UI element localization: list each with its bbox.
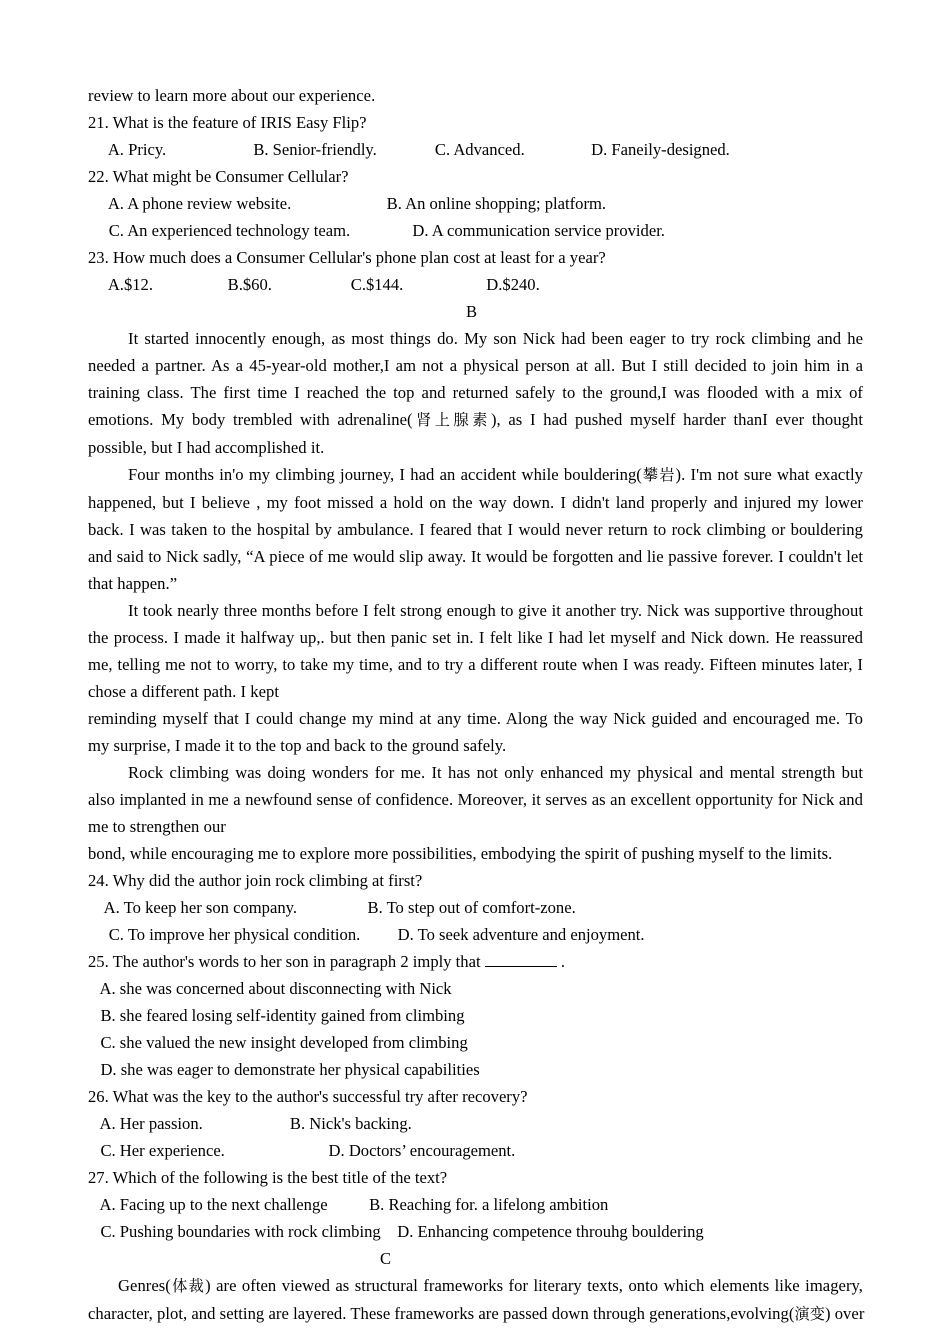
pb-p4-l4: bond, while encouraging me to explore more possibilities, embodying the spirit of pushing myself to the limits. — [88, 844, 833, 863]
pb-p2-l1b: ). I'm not sure what exactly — [675, 465, 863, 484]
pb-p3-l2: the process. I made it halfway up,. but then panic set in. I felt like I had let myself and Nick down. He reassured — [88, 628, 863, 647]
pb-p2-l5: that happen.” — [88, 574, 178, 593]
intro-line: review to learn more about our experience. — [88, 86, 376, 105]
pb-p1-l1: It started innocently enough, as most things do. My son Nick had been eager to try rock climbing and he — [128, 329, 863, 348]
pb-p4-l1: Rock climbing was doing wonders for me. It has not only enhanced my physical and mental strength but — [128, 763, 863, 782]
question-27-options-line-2[interactable]: C. Pushing boundaries with rock climbing D. Enhancing competence throuhg bouldering — [88, 1222, 704, 1241]
question-25-stem-suffix: . — [556, 952, 566, 971]
page-content — [88, 82, 863, 1328]
pb-p2-l3: back. I was taken to the hospital by ambulance. I feared that I would never return to rock climbing or bouldering — [88, 520, 863, 539]
pb-p3-l3: me, telling me not to worry, to take my time, and to try a different route when I was ready. Fifteen minutes later, I — [88, 655, 863, 674]
question-23-options[interactable]: A.$12. B.$60. C.$144. D.$240. — [88, 275, 540, 294]
question-24-options-line-1[interactable]: A. To keep her son company. B. To step out of comfort-zone. — [88, 898, 576, 917]
pb-p1-l2: needed a partner. As a 45-year-old mother,I am not a physical person at all. But I still decided to join him in a — [88, 356, 863, 375]
question-22-stem: 22. What might be Consumer Cellular? — [88, 167, 349, 186]
question-26-stem: 26. What was the key to the author's successful try after recovery? — [88, 1087, 528, 1106]
passage-c-paragraph-1 — [88, 1272, 863, 1328]
passage-b-paragraph-4 — [88, 759, 863, 867]
cjk-gloss-genre: 体裁 — [170, 1277, 206, 1295]
pb-p2-l2: happened, but I believe , my foot missed a hold on the way down. I didn't land properly and injured my lower — [88, 493, 863, 512]
cjk-gloss-evolving: 演变 — [794, 1305, 825, 1323]
pb-p1-l3: training class. The first time I reached the top and returned safely to the ground,I was flooded with a mix of — [88, 383, 863, 402]
question-27-options-line-1[interactable]: A. Facing up to the next challenge B. Reaching for. a lifelong ambition — [88, 1195, 609, 1214]
passage-b-label: B — [466, 302, 478, 321]
question-25-stem-prefix: 25. The author's words to her son in paragraph 2 imply that — [88, 952, 485, 971]
pb-p3-l1: It took nearly three months before I felt strong enough to give it another try. Nick was supportive throughout — [128, 601, 863, 620]
pb-p4-l2: also implanted in me a newfound sense of confidence. Moreover, it serves as an excellent opportunity for Nick and — [88, 790, 863, 809]
pc-l2a: character, plot, and setting are layered. These frameworks are passed down through generations,evolving( — [88, 1304, 795, 1323]
pc-l2b: ) over — [824, 1304, 865, 1323]
question-24-stem: 24. Why did the author join rock climbing at first? — [88, 871, 423, 890]
pb-p2-l1a: Four months in'o my climbing journey, I had an accident while bouldering( — [128, 465, 642, 484]
pb-p4-l3: me to strengthen our — [88, 817, 226, 836]
cjk-gloss-adrenaline: 肾上腺素 — [412, 411, 491, 429]
passage-b-paragraph-2 — [88, 461, 863, 597]
cjk-gloss-bouldering: 攀岩 — [641, 466, 676, 484]
question-26-options-line-2[interactable]: C. Her experience. D. Doctors’ encouragement. — [88, 1141, 516, 1160]
pb-p3-l6: my surprise, I made it to the top and back to the ground safely. — [88, 736, 507, 755]
pc-l1a: Genres( — [118, 1276, 171, 1295]
pb-p1-l4a: emotions. My body trembled with adrenaline( — [88, 410, 413, 429]
passage-b-paragraph-1 — [88, 325, 863, 461]
pb-p2-l4: and said to Nick sadly, “A piece of me would slip away. It would be forgotten and lie passive forever. I couldn't let — [88, 547, 863, 566]
answer-blank-25[interactable] — [485, 952, 557, 967]
pb-p3-l4: chose a different path. I kept — [88, 682, 280, 701]
question-22-options-line-1[interactable]: A. A phone review website. B. An online shopping; platform. — [88, 194, 607, 213]
question-25-option-a[interactable]: A. she was concerned about disconnecting with Nick — [88, 979, 452, 998]
question-25-option-d[interactable]: D. she was eager to demonstrate her physical capabilities — [88, 1060, 480, 1079]
pb-p3-l5: reminding myself that I could change my mind at any time. Along the way Nick guided and encouraged me. To — [88, 709, 863, 728]
question-25-option-b[interactable]: B. she feared losing self-identity gained from climbing — [88, 1006, 465, 1025]
question-26-options-line-1[interactable]: A. Her passion. B. Nick's backing. — [88, 1114, 412, 1133]
question-25-stem — [88, 948, 863, 975]
question-23-stem: 23. How much does a Consumer Cellular's phone plan cost at least for a year? — [88, 248, 606, 267]
question-24-options-line-2[interactable]: C. To improve her physical condition. D. To seek adventure and enjoyment. — [88, 925, 645, 944]
question-21-stem: 21. What is the feature of IRIS Easy Flip? — [88, 113, 367, 132]
passage-b-paragraph-3 — [88, 597, 863, 759]
question-22-options-line-2[interactable]: C. An experienced technology team. D. A communication service provider. — [88, 221, 665, 240]
question-25-option-c[interactable]: C. she valued the new insight developed from climbing — [88, 1033, 468, 1052]
question-21-options[interactable]: A. Pricy. B. Senior-friendly. C. Advanced. D. Faneily-designed. — [88, 140, 730, 159]
pc-l1b: ) are often viewed as structural frameworks for literary texts, onto which elements like imagery, — [205, 1276, 863, 1295]
question-27-stem: 27. Which of the following is the best title of the text? — [88, 1168, 448, 1187]
passage-c-label: C — [380, 1249, 392, 1268]
pb-p1-l5: possible, but I had accomplished it. — [88, 438, 325, 457]
pb-p1-l4b: ), as I had pushed myself harder thanI ever thought — [490, 410, 863, 429]
